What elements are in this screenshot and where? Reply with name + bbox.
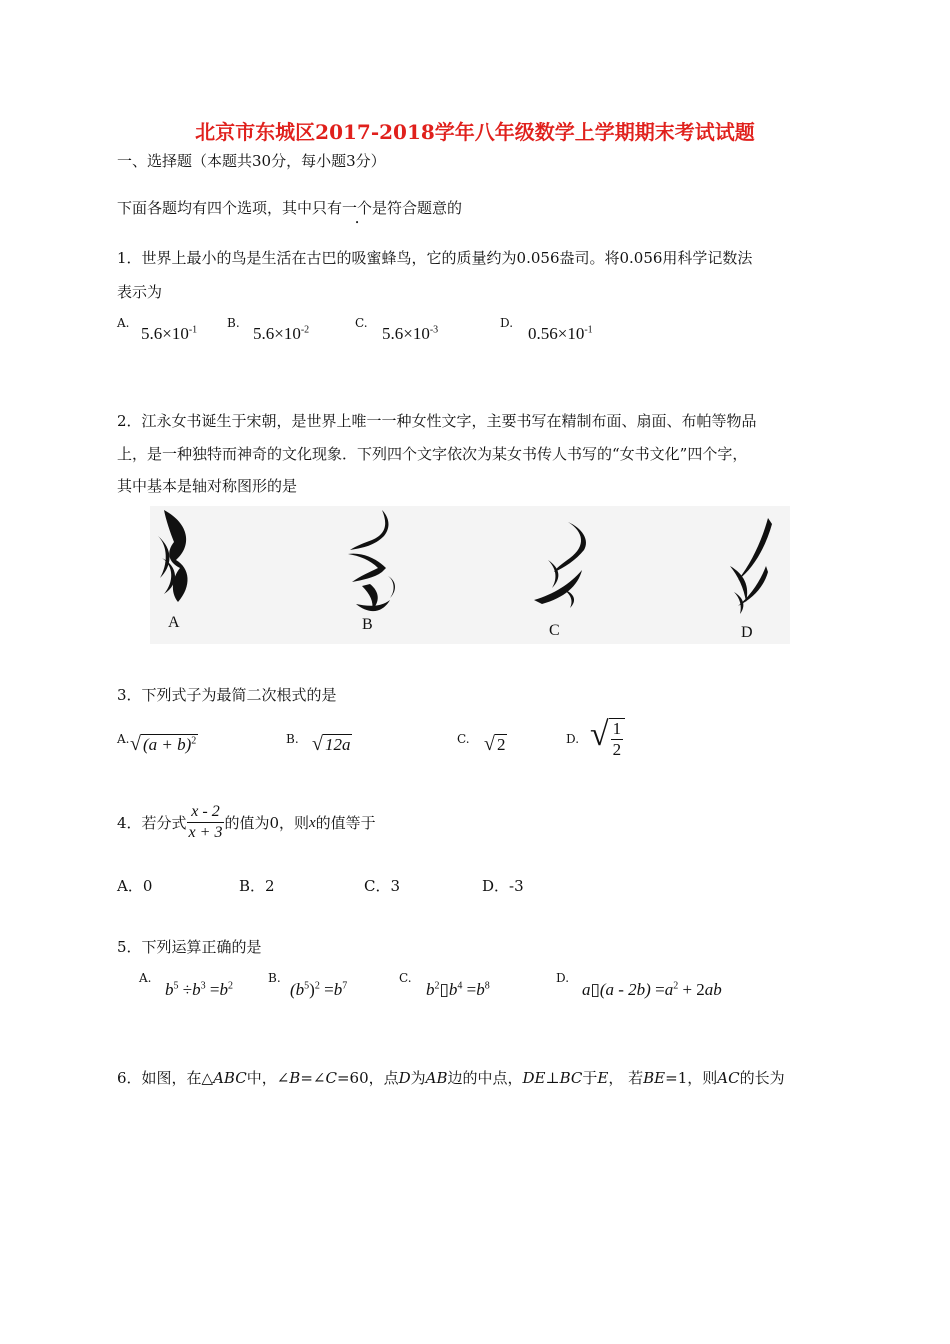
q3-option-c-label: C. [457,732,470,746]
q1-option-b-label: B. [227,316,240,330]
q5-option-d-label: D. [556,971,570,985]
q3-c-expr: 2 [496,735,506,754]
q2-line2: 上，是一种独特而神奇的文化现象．下列四个文字依次为某女书传人书写的“女书文化”四个字， [117,445,748,463]
q4-option-d: D．-3 [482,877,524,895]
nushu-glyph-a [158,510,188,602]
q3-option-d: √ $\frac{1}{2}$ [590,718,625,760]
figure-label-a: A [168,614,180,631]
figure-label-c: C [549,622,560,639]
q1-option-c: $5.6\times 10^{-3}$ [382,324,439,343]
q1-d-mantissa: 0.56 [528,324,558,343]
q5-option-b-label: B. [268,971,281,985]
q1-d-exp: -1 [584,324,593,336]
q1-option-b: $5.6\times 10^{-2}$ [253,324,310,343]
instruction [117,198,462,218]
q5-option-d: a▯(a - $2b) =a^2 + 2ab$ [582,980,722,999]
q4-var: x [309,814,316,831]
q5-text: 5．下列运算正确的是 [117,938,262,956]
q1-option-d: $0.56\times 10^{-1}$ [528,324,593,343]
q3-text: 3．下列式子为最简二次根式的是 [117,686,337,704]
q3-b-expr: 12a [324,735,351,754]
nushu-glyph-c [534,522,586,608]
q1-c-exp: -3 [429,324,439,336]
q5-option-c: $b^2▯b^4 =b^8$ [426,980,490,999]
q4-option-a: A．0 [117,877,153,895]
instruction-after: 是符合题意的 [372,199,463,217]
nushu-glyphs [150,506,790,644]
q4-line [117,802,376,843]
q1-c-mantissa: 5.6 [382,324,404,343]
q3-option-a: √ $(a + b)^2$ [130,733,197,755]
q1-option-a-label: A. [117,316,130,330]
nushu-figure [150,506,790,644]
q2-line3: 其中基本是轴对称图形的是 [117,477,298,495]
q1-b-exp: -2 [300,324,310,336]
q1-line2: 表示为 [117,283,163,301]
q5-option-a-label: A. [139,971,152,985]
section-heading: 一、选择题（本题共30分，每小题3分） [117,152,386,170]
q4-option-b: B．2 [239,877,275,895]
q1-option-d-label: D. [500,316,514,330]
q3-a-exp: 2 [191,735,197,747]
q1-a-mantissa: 5.6 [141,324,163,343]
q1-a-exp: -1 [188,324,198,336]
q2-line1: 2．江永女书诞生于宋朝，是世界上唯一一种女性文字，主要书写在精制布面、扇面、布帕等物品 [117,412,757,430]
q1-line1: 1．世界上最小的鸟是生活在古巴的吸蜜蜂鸟，它的质量约为0.056盎司。将0.056用科学记数法 [117,249,753,267]
q3-option-b: √ 12a [312,733,351,755]
q3-d-num: 1 [612,719,622,738]
instruction-before: 下面各题均有四个选项，其中只有 [117,199,343,217]
q4-den: x + 3 [188,824,223,841]
q5-option-c-label: C. [399,971,412,985]
q4-prefix: 4．若分式 [117,813,187,832]
q3-d-den: 2 [612,740,622,759]
q5-option-a: $b^5 \div b^3 =b^2$ [165,980,233,999]
nushu-glyph-d [730,518,772,614]
q3-option-a-label: A. [117,732,130,746]
q3-option-c: √ 2 [484,733,506,755]
q4-option-c: C．3 [364,877,401,895]
q4-mid: 的值为0，则 [224,813,309,832]
nushu-glyph-b [348,510,395,611]
q6-text: 6．如图，在△ABC中，∠B=∠C=60，点D为AB边的中点，DE⊥BC于E， 若BE=1，则AC的长为 [117,1069,785,1087]
page-title: 北京市东城区2017-2018学年八年级数学上学期期末考试试题 [195,120,755,144]
q1-b-mantissa: 5.6 [253,324,275,343]
q5-option-b: $(b^5)^2 =b^7$ [290,980,348,999]
q4-suffix: 的值等于 [315,813,376,832]
q3-a-expr: (a + b) [142,735,192,754]
q1-option-a: $5.6\times 10^{-1}$ [141,324,198,343]
figure-label-d: D [741,624,753,641]
q3-option-b-label: B. [286,732,299,746]
q1-option-c-label: C. [355,316,368,330]
q3-option-d-label: D. [566,732,580,746]
figure-label-b: B [362,616,373,633]
instruction-emphasis: 一个 [342,199,373,217]
q4-num: x - 2 [187,802,225,823]
